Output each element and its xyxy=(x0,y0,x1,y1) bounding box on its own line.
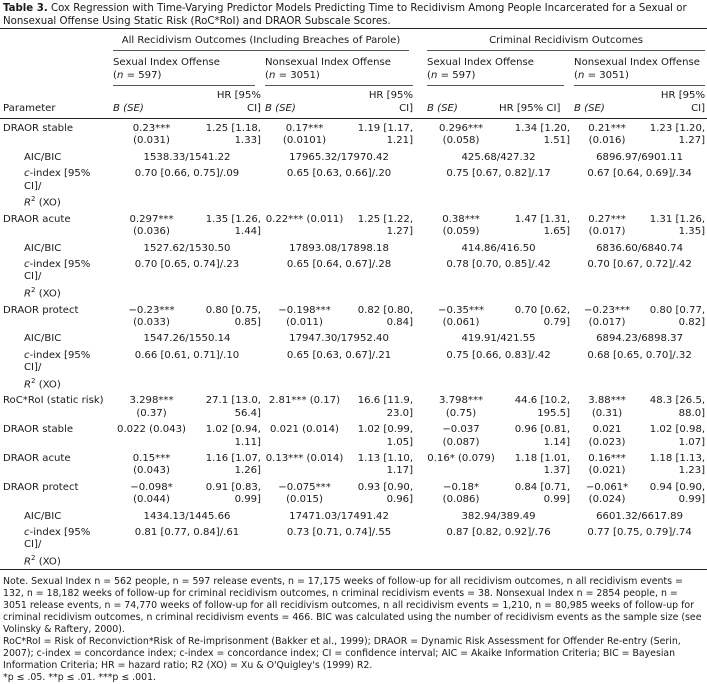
table-row xyxy=(0,329,707,345)
cell-hazard-ratio: 44.6 [10.2, 195.5] xyxy=(514,395,571,419)
cell-coefficient: 0.16*** (0.021) xyxy=(588,453,626,477)
cell-fit-statistic: 6836.60/6840.74 xyxy=(596,242,683,254)
table-row xyxy=(0,239,707,255)
row-parameter: DRAOR stable xyxy=(3,123,74,135)
subgroup-nonsexual-criminal: Nonsexual Index Offense (n = 3051) xyxy=(574,57,705,86)
cell-hazard-ratio: 1.31 [1.26, 1.35] xyxy=(649,213,706,238)
column-header-b: B (SE) xyxy=(574,102,605,114)
cell-hazard-ratio: 0.96 [0.81, 1.14] xyxy=(514,424,571,448)
cell-hazard-ratio: 1.18 [1.01, 1.37] xyxy=(514,453,571,477)
cell-fit-statistic: 17965.32/17970.42 xyxy=(289,151,389,163)
row-parameter: c-index [95% CI]/ $R^2$ (XO) xyxy=(24,527,91,568)
column-header-b: B (SE) xyxy=(113,102,144,114)
cell-fit-statistic: 414.86/416.50 xyxy=(461,242,536,254)
cell-hazard-ratio: 1.35 [1.26, 1.44] xyxy=(205,213,261,238)
row-parameter: c-index [95% CI]/ $R^2$ (XO) xyxy=(24,349,91,391)
table-row xyxy=(0,449,707,478)
cell-coefficient: 0.17*** (0.0101) xyxy=(282,123,327,147)
column-header-parameter: Parameter xyxy=(3,102,56,114)
cell-fit-statistic: 6894.23/6898.37 xyxy=(596,333,683,345)
cell-coefficient: 0.022 (0.043) xyxy=(117,424,186,436)
table-body xyxy=(0,119,707,570)
cell-hazard-ratio: 1.13 [1.10, 1.17] xyxy=(357,453,414,477)
cell-fit-statistic: 0.78 [0.70, 0.85]/.42 xyxy=(446,259,551,271)
cell-hazard-ratio: 0.82 [0.80, 0.84] xyxy=(357,304,414,329)
cell-hazard-ratio: 48.3 [26.5, 88.0] xyxy=(649,395,706,419)
cell-fit-statistic: 0.65 [0.63, 0.67]/.21 xyxy=(286,349,392,361)
cell-hazard-ratio: 1.34 [1.20, 1.51] xyxy=(514,123,571,147)
table-row xyxy=(0,420,707,449)
cell-fit-statistic: 17471.03/17491.42 xyxy=(289,510,389,522)
cell-fit-statistic: 382.94/389.49 xyxy=(461,510,536,522)
cell-fit-statistic: 0.70 [0.65, 0.74]/.23 xyxy=(134,259,240,271)
subgroup-sexual-criminal: Sexual Index Offense (n = 597) xyxy=(427,57,564,86)
cell-hazard-ratio: 1.18 [1.13, 1.23] xyxy=(649,453,706,477)
cell-hazard-ratio: 1.47 [1.31, 1.65] xyxy=(514,213,571,238)
cell-coefficient: −0.18* (0.086) xyxy=(442,481,480,506)
cell-fit-statistic: 17947.30/17952.40 xyxy=(289,333,389,345)
cell-coefficient: −0.23*** (0.017) xyxy=(583,304,631,329)
subgroup-sexual-all: Sexual Index Offense (n = 597) xyxy=(113,57,255,86)
cell-fit-statistic: 0.66 [0.61, 0.71]/.10 xyxy=(134,349,240,361)
cell-coefficient: −0.075*** (0.015) xyxy=(278,481,331,506)
cell-coefficient: 0.021 (0.023) xyxy=(588,424,626,448)
group-header-criminal: Criminal Recidivism Outcomes xyxy=(427,35,705,51)
row-parameter: DRAOR acute xyxy=(3,453,71,465)
cell-coefficient: 0.296*** (0.058) xyxy=(439,123,484,147)
cell-coefficient: −0.061* (0.024) xyxy=(585,481,629,506)
cell-hazard-ratio: 27.1 [13.0, 56.4] xyxy=(205,395,261,419)
table-row xyxy=(0,507,707,523)
cell-coefficient: 0.27*** (0.017) xyxy=(588,213,626,238)
cell-coefficient: 0.21*** (0.016) xyxy=(588,123,626,147)
cell-fit-statistic: 1547.26/1550.14 xyxy=(143,333,231,345)
cell-coefficient: 0.021 (0.014) xyxy=(270,424,339,436)
cell-hazard-ratio: 1.02 [0.98, 1.07] xyxy=(649,424,706,448)
cell-fit-statistic: 0.81 [0.77, 0.84]/.61 xyxy=(134,527,240,539)
cell-fit-statistic: 17893.08/17898.18 xyxy=(289,242,389,254)
table-row xyxy=(0,523,707,569)
cell-fit-statistic: 0.67 [0.64, 0.69]/.34 xyxy=(587,168,692,180)
row-parameter: AIC/BIC xyxy=(24,151,62,163)
table-row xyxy=(0,164,707,210)
cell-fit-statistic: 1434.13/1445.66 xyxy=(143,510,231,522)
cell-coefficient: −0.198*** (0.011) xyxy=(278,304,331,329)
cell-coefficient: 0.16* (0.079) xyxy=(427,453,495,465)
cell-hazard-ratio: 0.80 [0.75, 0.85] xyxy=(205,304,261,329)
row-parameter: DRAOR stable xyxy=(3,424,74,436)
column-header-b: B (SE) xyxy=(427,102,458,114)
cell-fit-statistic: 419.91/421.55 xyxy=(461,333,536,345)
column-header-hr: HR [95% CI] xyxy=(660,90,706,114)
cell-fit-statistic: 0.87 [0.82, 0.92]/.76 xyxy=(446,527,551,539)
cell-hazard-ratio: 1.25 [1.18, 1.33] xyxy=(205,123,261,147)
cell-hazard-ratio: 1.25 [1.22, 1.27] xyxy=(357,213,414,238)
table-row xyxy=(0,119,707,148)
cell-coefficient: 0.38*** (0.059) xyxy=(442,213,480,238)
cell-coefficient: 0.23*** (0.031) xyxy=(132,123,171,147)
cell-coefficient: 0.15*** (0.043) xyxy=(132,453,171,477)
caption-text: Cox Regression with Time-Varying Predictor Models Predicting Time to Recidivism Among People Incarcerated for a Sexual or Nonsexual Offense Using Static Risk (RoC*RoI) and DRAOR Subscale Scores. xyxy=(3,3,687,27)
table-row xyxy=(0,148,707,164)
table-row xyxy=(0,346,707,392)
row-parameter: AIC/BIC xyxy=(24,510,62,522)
column-header-hr: HR [95% CI] xyxy=(368,90,414,114)
cell-fit-statistic: 1538.33/1541.22 xyxy=(143,151,231,163)
cell-fit-statistic: 0.75 [0.66, 0.83]/.42 xyxy=(446,349,551,361)
cell-fit-statistic: 0.65 [0.63, 0.66]/.20 xyxy=(286,168,392,180)
cell-fit-statistic: 6896.97/6901.11 xyxy=(596,151,683,163)
cell-coefficient: 3.798*** (0.75) xyxy=(439,395,484,419)
cell-fit-statistic: 0.70 [0.66, 0.75]/.09 xyxy=(134,168,240,180)
note-significance: *p ≤ .05. **p ≤ .01. ***p ≤ .001. xyxy=(3,671,157,683)
cell-coefficient: −0.037 (0.087) xyxy=(442,424,480,448)
cell-hazard-ratio: 0.91 [0.83, 0.99] xyxy=(205,481,261,506)
cell-fit-statistic: 0.68 [0.65, 0.70]/.32 xyxy=(587,349,692,361)
row-parameter: RoC*RoI (static risk) xyxy=(3,395,104,407)
cell-coefficient: −0.35*** (0.061) xyxy=(437,304,485,329)
table-row xyxy=(0,255,707,301)
cell-coefficient: 3.88*** (0.31) xyxy=(588,395,626,419)
cell-hazard-ratio: 1.16 [1.07, 1.26] xyxy=(205,453,261,477)
column-header-hr: HR [95% CI] xyxy=(216,90,261,114)
cell-fit-statistic: 425.68/427.32 xyxy=(461,151,536,163)
cell-fit-statistic: 0.75 [0.67, 0.82]/.17 xyxy=(446,168,551,180)
group-header-all: All Recidivism Outcomes (Including Breaches of Parole) xyxy=(113,35,409,51)
cell-hazard-ratio: 1.02 [0.99, 1.05] xyxy=(357,424,414,448)
row-parameter: c-index [95% CI]/ $R^2$ (XO) xyxy=(24,259,91,300)
cell-hazard-ratio: 1.02 [0.94, 1.11] xyxy=(205,424,261,448)
row-parameter: DRAOR protect xyxy=(3,481,79,493)
regression-table xyxy=(0,28,707,570)
cell-fit-statistic: 0.65 [0.64, 0.67]/.28 xyxy=(286,259,392,271)
row-parameter: AIC/BIC xyxy=(24,333,62,345)
column-header-b: B (SE) xyxy=(265,102,296,114)
table-caption xyxy=(0,0,707,28)
cell-fit-statistic: 1527.62/1530.50 xyxy=(143,242,231,254)
table-notes xyxy=(0,570,707,684)
cell-hazard-ratio: 0.93 [0.90, 0.96] xyxy=(357,481,414,506)
cell-fit-statistic: 0.70 [0.67, 0.72]/.42 xyxy=(587,259,692,271)
note-sample-sizes: Note. Sexual Index n = 562 people, n = 597 release events, n = 17,175 weeks of follow-up for all recidivism outcomes, n all recidivism events = 132, n = 18,182 weeks of follow-up for criminal recidivism outcomes, n criminal recidivism events = 38. Nonsexual Index n = 2854 people, n = 3051 release events, n = 74,770 weeks of follow-up for all recidivism outcomes, n all recidivism events = 1,210, n = 80,985 weeks of follow-up for criminal recidivism outcomes, n criminal recidivism events = 466. BIC was calculated using the number of recidivism events as the sample size (see Volinsky & Raftery, 2000). xyxy=(3,575,702,635)
subgroup-nonsexual-all: Nonsexual Index Offense (n = 3051) xyxy=(265,57,413,86)
cell-fit-statistic: 0.77 [0.75, 0.79]/.74 xyxy=(587,527,692,539)
cell-hazard-ratio: 1.19 [1.17, 1.21] xyxy=(357,123,414,147)
row-parameter: c-index [95% CI]/ $R^2$ (XO) xyxy=(24,168,91,209)
cell-hazard-ratio: 0.94 [0.90, 0.99] xyxy=(649,481,706,506)
cell-fit-statistic: 0.73 [0.71, 0.74]/.55 xyxy=(286,527,392,539)
row-parameter: AIC/BIC xyxy=(24,242,62,254)
column-header-hr: HR [95% CI] xyxy=(499,102,561,114)
cell-coefficient: 2.81*** (0.17) xyxy=(268,395,341,407)
cell-hazard-ratio: 0.84 [0.71, 0.99] xyxy=(514,481,571,506)
cell-coefficient: 0.297*** (0.036) xyxy=(129,213,174,238)
cell-hazard-ratio: 16.6 [11.9, 23.0] xyxy=(357,395,414,419)
cell-coefficient: 3.298*** (0.37) xyxy=(129,395,174,419)
row-parameter: DRAOR acute xyxy=(3,213,71,225)
table-row xyxy=(0,301,707,330)
table-row xyxy=(0,391,707,420)
cell-hazard-ratio: 0.80 [0.77, 0.82] xyxy=(649,304,706,329)
caption-label: Table 3. xyxy=(3,3,48,14)
table-header xyxy=(0,29,707,119)
cell-coefficient: −0.23*** (0.033) xyxy=(128,304,175,329)
row-parameter: DRAOR protect xyxy=(3,304,79,316)
cell-coefficient: 0.13*** (0.014) xyxy=(265,453,344,465)
cell-hazard-ratio: 1.23 [1.20, 1.27] xyxy=(649,123,706,147)
table-row xyxy=(0,210,707,239)
cell-fit-statistic: 6601.32/6617.89 xyxy=(596,510,683,522)
cell-coefficient: −0.098* (0.044) xyxy=(130,481,173,506)
cell-coefficient: 0.22*** (0.011) xyxy=(265,213,344,225)
table-row xyxy=(0,478,707,507)
note-abbreviations: RoC*RoI = Risk of Reconviction*Risk of Re-imprisonment (Bakker et al., 1999); DRAOR = Dynamic Risk Assessment for Offender Re-entry (Serin, 2007); c-index = concordance index; c-index = concordance index; CI = confidence interval; AIC = Akaike Information Criteria; BIC = Bayesian Information Criteria; HR = hazard ratio; R2 (XO) = Xu & O'Quigley's (1999) R2. xyxy=(3,635,681,671)
cell-hazard-ratio: 0.70 [0.62, 0.79] xyxy=(514,304,571,329)
